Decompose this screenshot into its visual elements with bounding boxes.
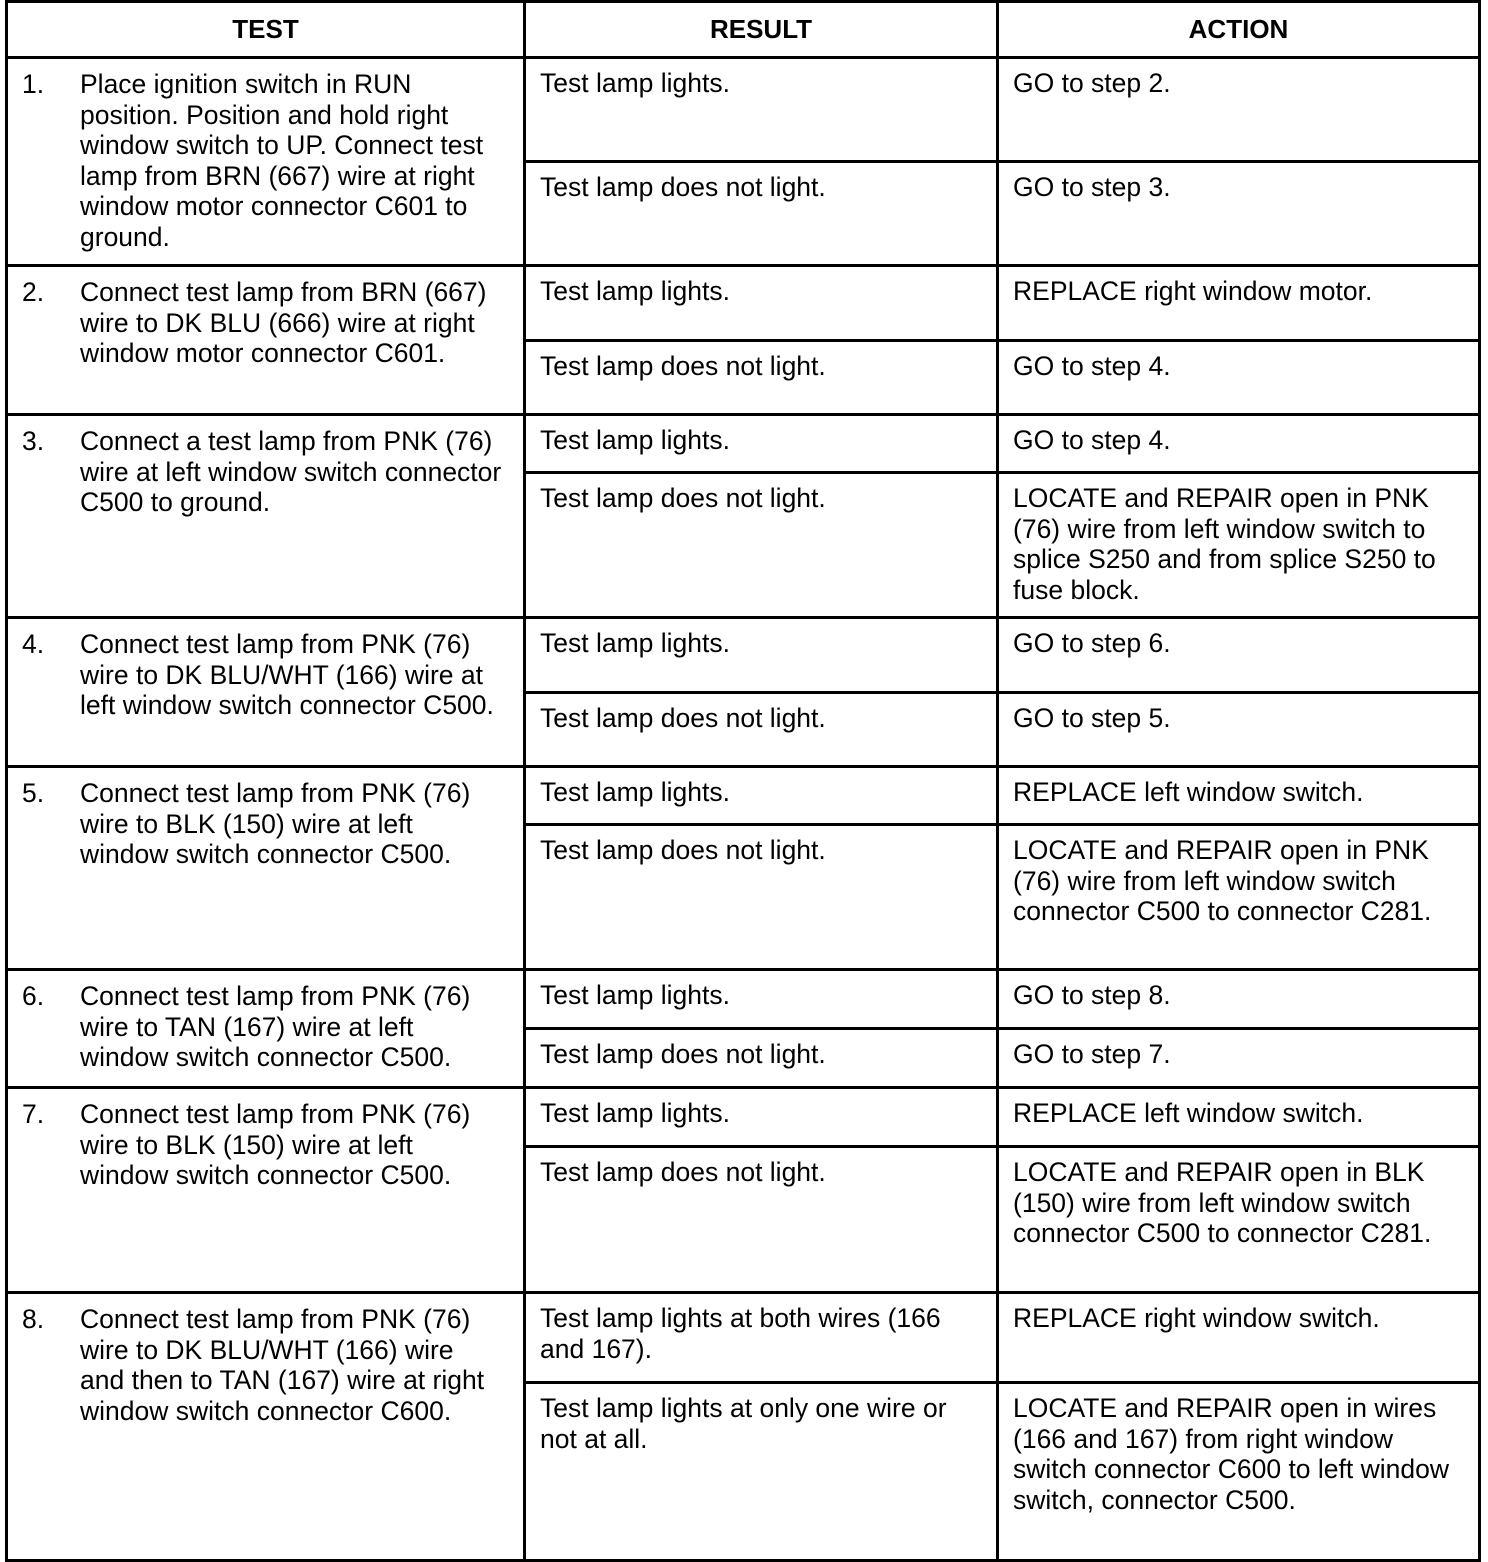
test-cell xyxy=(7,266,525,415)
test-text: Connect test lamp from PNK (76) wire to DK BLU/WHT (166) wire and then to TAN (167) wire at right window switch connector C600. xyxy=(80,1304,485,1426)
test-text: Connect test lamp from PNK (76) wire to BLK (150) wire at left window switch connector C500. xyxy=(80,1099,471,1190)
header-row xyxy=(7,2,1480,58)
step-number: 3. xyxy=(22,426,45,456)
test-text: Connect test lamp from PNK (76) wire to TAN (167) wire at left window switch connector C500. xyxy=(80,981,471,1072)
result-cell: Test lamp does not light. xyxy=(525,1029,998,1088)
action-cell: GO to step 6. xyxy=(998,618,1480,693)
step-number: 4. xyxy=(22,629,45,659)
diagnostic-table xyxy=(5,0,1481,1562)
header-action: ACTION xyxy=(998,2,1480,58)
result-cell: Test lamp lights. xyxy=(525,970,998,1029)
action-cell: GO to step 2. xyxy=(998,58,1480,162)
result-cell: Test lamp lights. xyxy=(525,58,998,162)
result-cell: Test lamp does not light. xyxy=(525,473,998,618)
diagnostic-table-page xyxy=(5,0,1481,1562)
action-cell: LOCATE and REPAIR open in wires (166 and 167) from right window switch connector C600 to left window switch, connector C500. xyxy=(998,1383,1480,1561)
header-result: RESULT xyxy=(525,2,998,58)
table-row xyxy=(7,767,1480,825)
step-number: 7. xyxy=(22,1099,45,1129)
action-cell: GO to step 3. xyxy=(998,162,1480,266)
step-number: 1. xyxy=(22,69,45,99)
result-cell: Test lamp lights at both wires (166 and 167). xyxy=(525,1293,998,1383)
test-text: Connect test lamp from PNK (76) wire to DK BLU/WHT (166) wire at left window switch connector C500. xyxy=(80,629,494,720)
action-cell: LOCATE and REPAIR open in PNK (76) wire from left window switch connector C500 to connector C281. xyxy=(998,825,1480,970)
test-text: Place ignition switch in RUN position. Position and hold right window switch to UP. Connect test lamp from BRN (667) wire at right window motor connector C601 to ground. xyxy=(80,69,484,252)
header-test: TEST xyxy=(7,2,525,58)
step-number: 5. xyxy=(22,778,45,808)
action-cell: LOCATE and REPAIR open in BLK (150) wire from left window switch connector C500 to connector C281. xyxy=(998,1147,1480,1293)
test-cell xyxy=(7,618,525,767)
test-text: Connect test lamp from BRN (667) wire to DK BLU (666) wire at right window motor connector C601. xyxy=(80,277,487,368)
step-number: 6. xyxy=(22,981,45,1011)
result-cell: Test lamp lights. xyxy=(525,618,998,693)
action-cell: GO to step 5. xyxy=(998,693,1480,767)
test-cell xyxy=(7,415,525,618)
test-cell xyxy=(7,767,525,970)
table-row xyxy=(7,1293,1480,1383)
table-row xyxy=(7,618,1480,693)
action-cell: LOCATE and REPAIR open in PNK (76) wire from left window switch to splice S250 and from splice S250 to fuse block. xyxy=(998,473,1480,618)
action-cell: REPLACE right window motor. xyxy=(998,266,1480,341)
result-cell: Test lamp lights at only one wire or not at all. xyxy=(525,1383,998,1561)
test-text: Connect test lamp from PNK (76) wire to BLK (150) wire at left window switch connector C500. xyxy=(80,778,471,869)
result-cell: Test lamp does not light. xyxy=(525,1147,998,1293)
action-cell: GO to step 4. xyxy=(998,341,1480,415)
action-cell: REPLACE right window switch. xyxy=(998,1293,1480,1383)
result-cell: Test lamp lights. xyxy=(525,415,998,473)
action-cell: REPLACE left window switch. xyxy=(998,767,1480,825)
result-cell: Test lamp does not light. xyxy=(525,341,998,415)
table-row xyxy=(7,415,1480,473)
result-cell: Test lamp lights. xyxy=(525,767,998,825)
test-cell xyxy=(7,58,525,266)
table-row xyxy=(7,266,1480,341)
result-cell: Test lamp lights. xyxy=(525,266,998,341)
result-cell: Test lamp does not light. xyxy=(525,825,998,970)
test-cell xyxy=(7,1088,525,1293)
table-row xyxy=(7,970,1480,1029)
action-cell: REPLACE left window switch. xyxy=(998,1088,1480,1147)
test-cell xyxy=(7,970,525,1088)
action-cell: GO to step 7. xyxy=(998,1029,1480,1088)
test-cell xyxy=(7,1293,525,1561)
step-number: 8. xyxy=(22,1304,45,1334)
table-row xyxy=(7,58,1480,162)
result-cell: Test lamp lights. xyxy=(525,1088,998,1147)
result-cell: Test lamp does not light. xyxy=(525,162,998,266)
table-row xyxy=(7,1088,1480,1147)
test-text: Connect a test lamp from PNK (76) wire at left window switch connector C500 to ground. xyxy=(80,426,502,517)
action-cell: GO to step 8. xyxy=(998,970,1480,1029)
step-number: 2. xyxy=(22,277,45,307)
result-cell: Test lamp does not light. xyxy=(525,693,998,767)
action-cell: GO to step 4. xyxy=(998,415,1480,473)
